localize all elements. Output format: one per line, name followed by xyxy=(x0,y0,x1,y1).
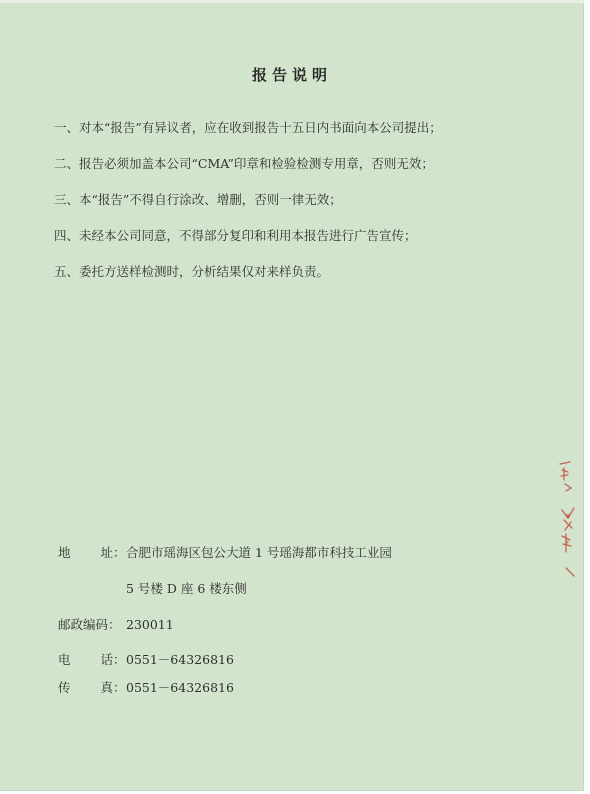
fax-row xyxy=(58,678,234,696)
postcode-row xyxy=(58,615,174,633)
clause-item-3: 三、本“报告”不得自行涂改、增删，否则一律无效； xyxy=(54,192,342,207)
address-row-continued xyxy=(58,579,247,597)
clause-item-5: 五、委托方送样检测时，分析结果仅对来样负责。 xyxy=(54,264,330,279)
clause-list xyxy=(54,119,554,299)
postcode-label: 邮政编码： xyxy=(58,617,121,632)
postcode-value: 230011 xyxy=(126,617,174,632)
page-top-edge xyxy=(0,0,584,3)
phone-label: 电 话 ： xyxy=(58,652,126,667)
page-title: 报告说明 xyxy=(251,66,332,84)
clause-item-4: 四、未经本公司同意，不得部分复印和利用本报告进行广告宣传； xyxy=(54,228,417,243)
clause-item-1: 一、对本“报告”有异议者，应在收到报告十五日内书面向本公司提出； xyxy=(54,120,442,135)
phone-row xyxy=(58,650,234,668)
address-label: 地 址 ： xyxy=(58,545,126,560)
address-value-line1: 合肥市瑶海区包公大道 1 号瑶海都市科技工业园 xyxy=(126,545,392,560)
address-row xyxy=(58,543,392,561)
clause-item-2: 二、报告必须加盖本公司“CMA”印章和检验检测专用章，否则无效； xyxy=(54,156,434,171)
fax-label: 传 真 ： xyxy=(58,680,126,695)
seal-stamp-icon xyxy=(556,458,580,580)
phone-value: 0551－64326816 xyxy=(126,652,234,667)
address-value-line2: 5 号楼 D 座 6 楼东侧 xyxy=(126,581,247,596)
fax-value: 0551－64326816 xyxy=(126,680,234,695)
